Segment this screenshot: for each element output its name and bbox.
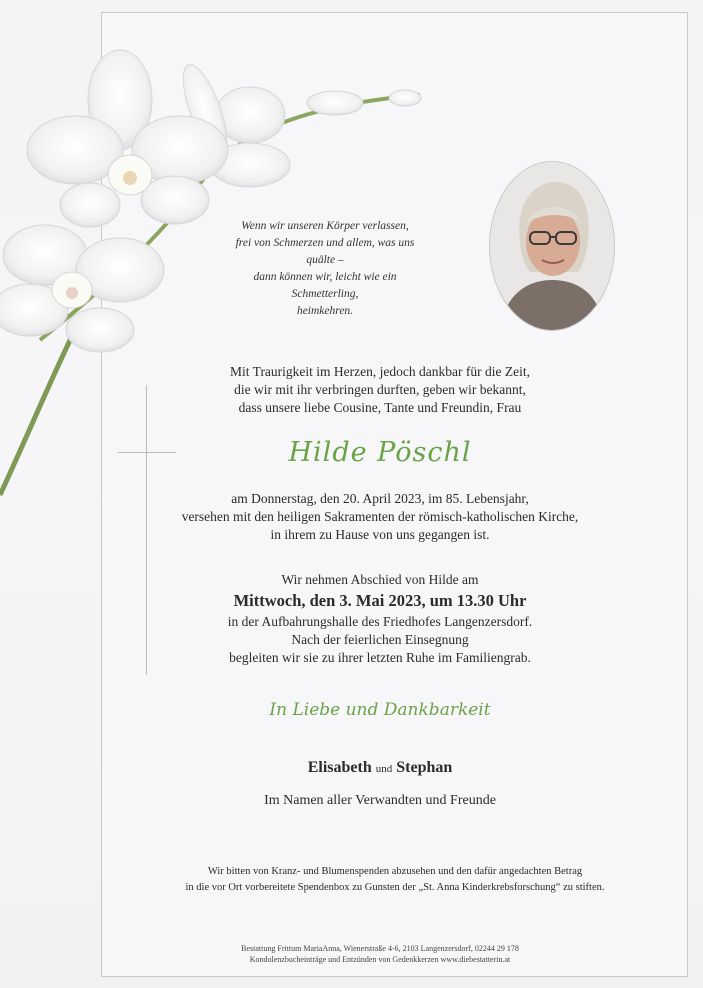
funeral-date: Mittwoch, den 3. Mai 2023, um 13.30 Uhr xyxy=(233,591,527,610)
funeral-home-footer xyxy=(150,943,610,965)
deceased-name: Hilde Pöschl xyxy=(288,437,472,468)
funeral-details xyxy=(140,571,620,667)
quote-line: frei von Schmerzen und allem, was uns quälte – xyxy=(235,237,415,266)
intro-line: die wir mit ihr verbringen durften, geben wir bekannt, xyxy=(234,382,526,397)
death-line: in ihrem zu Hause von uns gegangen ist. xyxy=(270,527,490,542)
portrait-photo xyxy=(489,161,615,331)
quote-line: dann können wir, leicht wie ein Schmetterling, xyxy=(253,271,397,300)
mourner-first: Elisabeth xyxy=(307,759,372,776)
farewell-line: in der Aufbahrungshalle des Friedhofes Langenzersdorf. xyxy=(227,614,533,629)
death-details xyxy=(140,490,620,544)
quote-line: heimkehren. xyxy=(296,305,354,317)
death-line: versehen mit den heiligen Sakramenten der römisch-katholischen Kirche, xyxy=(181,509,579,524)
mourners-names xyxy=(140,759,620,777)
farewell-line: begleiten wir sie zu ihrer letzten Ruhe im Familiengrab. xyxy=(229,650,531,665)
farewell-line: Nach der feierlichen Einsegnung xyxy=(291,632,469,647)
death-line: am Donnerstag, den 20. April 2023, im 85. Lebensjahr, xyxy=(231,491,529,506)
memorial-quote xyxy=(230,218,420,320)
quote-line: Wenn wir unseren Körper verlassen, xyxy=(241,220,409,232)
request-line: in die vor Ort vorbereitete Spendenbox zu Gunsten der „St. Anna Kinderkrebsforschung“ zu stiften. xyxy=(185,882,605,893)
relatives-line: Im Namen aller Verwandten und Freunde xyxy=(264,793,496,808)
intro-line: Mit Traurigkeit im Herzen, jedoch dankbar für die Zeit, xyxy=(230,364,530,379)
footer-line: Kondolenzbucheinträge und Entzünden von Gedenkkerzen www.diebestatterin.at xyxy=(249,955,511,964)
request-line: Wir bitten von Kranz- und Blumenspenden abzusehen und den dafür angedachten Betrag xyxy=(207,866,583,877)
mourner-second: Stephan xyxy=(396,759,453,776)
announcement-intro xyxy=(140,363,620,417)
intro-line: dass unsere liebe Cousine, Tante und Freundin, Frau xyxy=(238,400,522,415)
footer-line: Bestattung Frittum MariaAnna, Wienerstraße 4-6, 2103 Langenzersdorf, 02244 29 178 xyxy=(241,944,519,953)
donation-request xyxy=(115,864,675,896)
mourner-joiner: und xyxy=(375,763,393,775)
love-and-gratitude: In Liebe und Dankbarkeit xyxy=(269,700,491,720)
farewell-intro: Wir nehmen Abschied von Hilde am xyxy=(281,572,479,587)
